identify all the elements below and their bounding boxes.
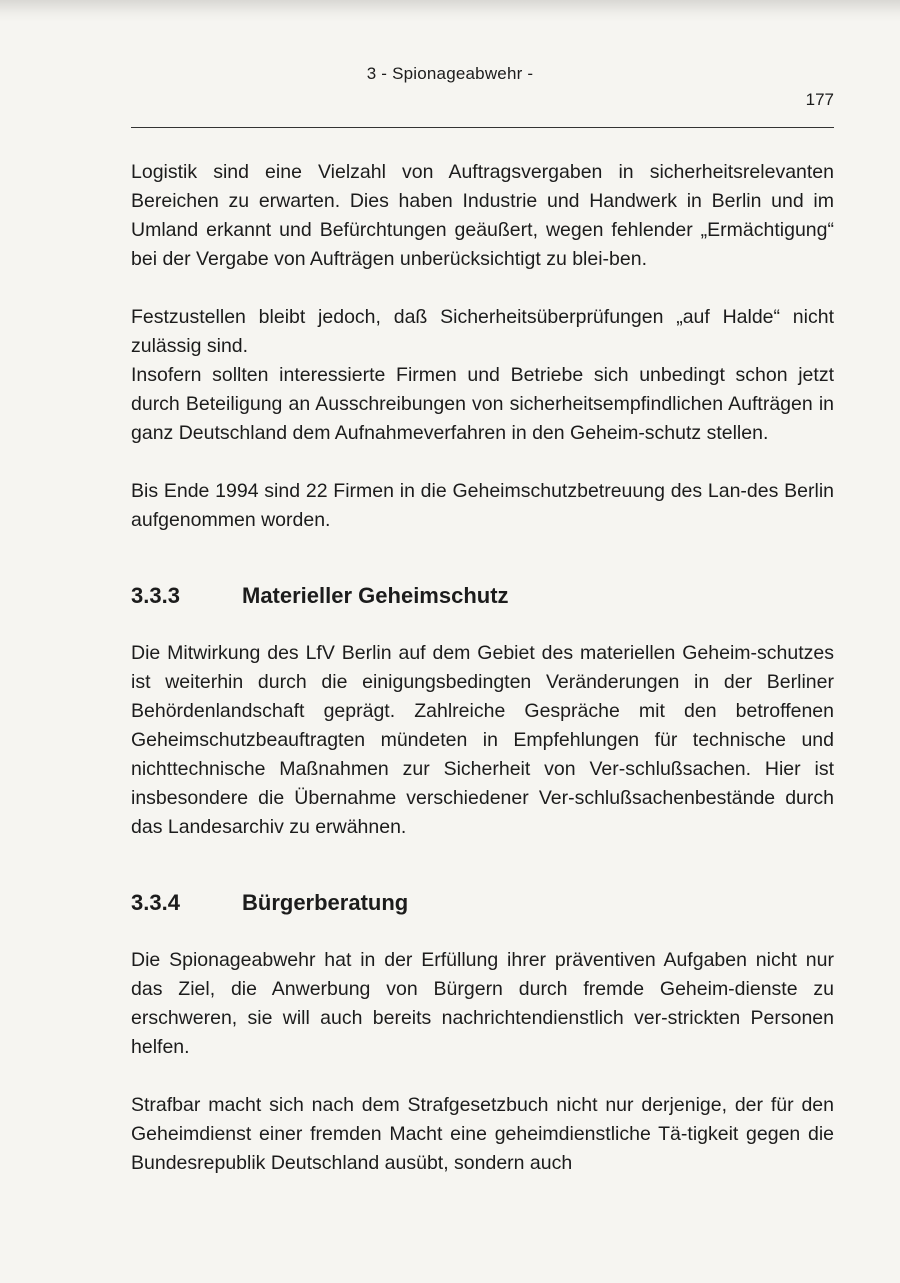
header-rule [131, 127, 834, 128]
section-title: Materieller Geheimschutz [242, 583, 509, 608]
paragraph: Strafbar macht sich nach dem Strafgesetzbuch nicht nur derjenige, der für den Geheimdienst einer fremden Macht eine geheimdienstliche Tä-tigkeit gegen die Bundesrepublik Deutschland ausübt, sondern auch [131, 1094, 834, 1174]
paragraph: Bis Ende 1994 sind 22 Firmen in die Geheimschutzbetreuung des Lan-des Berlin aufgenommen worden. [131, 480, 834, 531]
running-header: 3 - Spionageabwehr - [366, 64, 534, 83]
paragraph: Die Spionageabwehr hat in der Erfüllung ihrer präventiven Aufgaben nicht nur das Ziel, die Anwerbung von Bürgern durch fremde Geheim-dienste zu erschweren, sie will auch bereits nachrichtendienstlich ver-strickten Personen helfen. [131, 949, 834, 1058]
section-number: 3.3.4 [131, 890, 180, 915]
section-number: 3.3.3 [131, 583, 180, 608]
paragraph: Die Mitwirkung des LfV Berlin auf dem Gebiet des materiellen Geheim-schutzes ist weiterhin durch die einigungsbedingten Veränderungen in der Berliner Behördenlandschaft geprägt. Zahlreiche Gespräche mit den betroffenen Geheimschutzbeauftragten mündeten in Empfehlungen für technische und nichttechnische Maßnahmen zur Sicherheit von Ver-schlußsachen. Hier ist insbesondere die Übernahme verschiedener Ver-schlußsachenbestände durch das Landesarchiv zu erwähnen. [131, 642, 834, 838]
section-heading-3-3-3 [131, 581, 834, 610]
paragraph: Logistik sind eine Vielzahl von Auftragsvergaben in sicherheitsrelevanten Bereichen zu erwarten. Dies haben Industrie und Handwerk in Berlin und im Umland erkannt und Befürchtungen geäußert, wegen fehlender „Ermächtigung“ bei der Vergabe von Aufträgen unberücksichtigt zu blei-ben. [131, 161, 834, 270]
paragraph: Insofern sollten interessierte Firmen und Betriebe sich unbedingt schon jetzt durch Beteiligung an Ausschreibungen von sicherheitsempfindlichen Aufträgen in ganz Deutschland dem Aufnahmeverfahren in den Geheim-schutz stellen. [131, 364, 834, 444]
page-number: 177 [805, 90, 834, 109]
section-title: Bürgerberatung [242, 890, 409, 915]
scan-edge-shadow [0, 0, 900, 22]
paragraph: Festzustellen bleibt jedoch, daß Sicherheitsüberprüfungen „auf Halde“ nicht zulässig sind. [131, 306, 834, 357]
page-body [131, 158, 834, 1178]
section-heading-3-3-4 [131, 888, 834, 917]
